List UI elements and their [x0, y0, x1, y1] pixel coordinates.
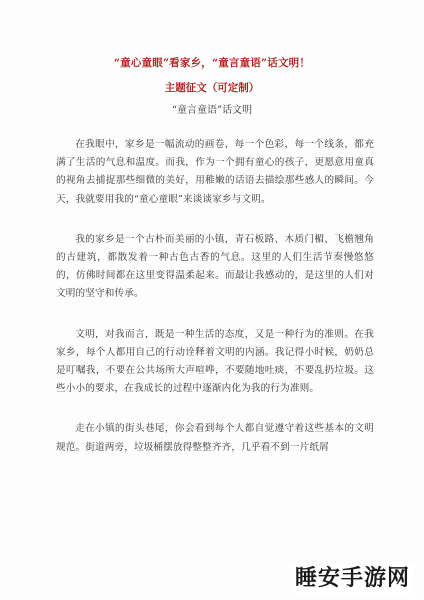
site-watermark: 睡安手游网 — [291, 564, 414, 594]
document-title: “童心童眼”看家乡，“童言童语”话文明！ — [113, 57, 311, 69]
paragraph-4: 走在小镇的街头巷尾，你会看到每个人都自觉遵守着这些基本的文明规范。街道两旁，垃圾桶摆放得整整齐齐，几乎看不到一片纸屑 — [56, 423, 374, 453]
paragraph-2: 我的家乡是一个古朴而美丽的小镇，青石板路、木质门楣、飞檐翘角的古建筑，都散发着一种古色古香的气息。这里的人们生活节奏慢悠悠的，仿佛时间都在这里变得温柔起来。而最让我感动的，是这里的人们对文明的坚守和传承。 — [56, 233, 374, 300]
paragraph-1: 在我眼中，家乡是一幅流动的画卷，每一个色彩，每一个线条，都充满了生活的气息和温度。而我，作为一个拥有童心的孩子，更愿意用童真的视角去捕捉那些细微的美好，用稚嫩的话语去描绘那些感人的瞬间。今天，我就要用我的“童心童眼”来谈谈家乡与文明。 — [56, 139, 374, 205]
essay-title: “童言童语”话文明 — [171, 105, 253, 116]
document-subtitle: 主题征文（可定制） — [164, 82, 260, 94]
document-body — [56, 136, 374, 479]
paragraph-3: 文明，对我而言，既是一种生活的态度，又是一种行为的准则。在我家乡，每个人都用自己的行动诠释着文明的内涵。我记得小时候，奶奶总是叮嘱我，不要在公共场所大声喧哗，不要随地吐痰，不要乱扔垃圾。这些小小的要求，在我成长的过程中逐渐内化为我的行为准则。 — [56, 328, 374, 395]
